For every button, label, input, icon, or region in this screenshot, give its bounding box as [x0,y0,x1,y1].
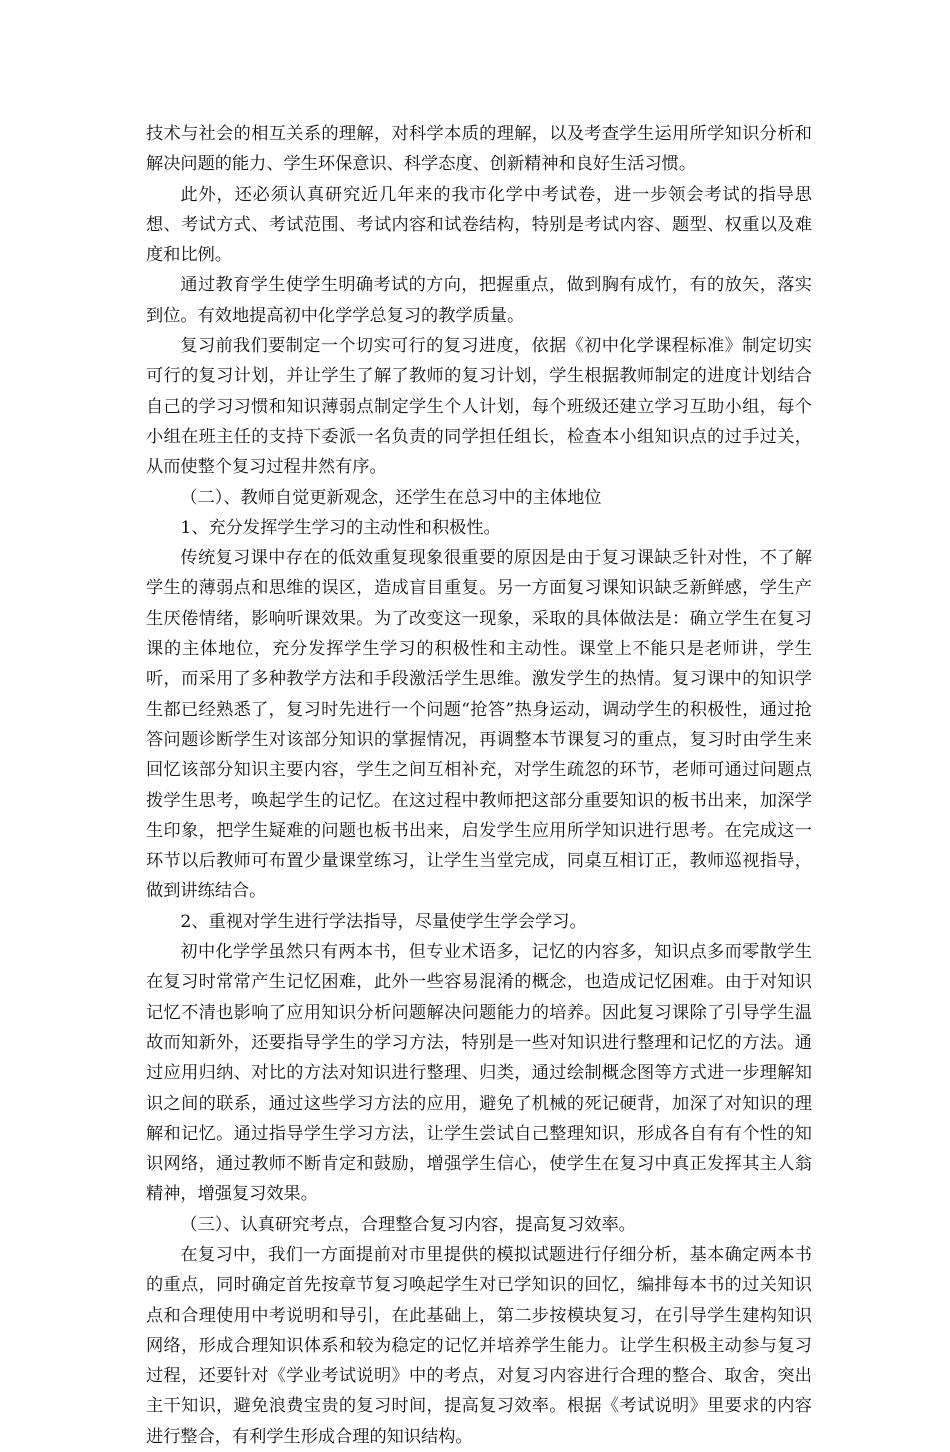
subheading-1: 1、充分发挥学生学习的主动性和积极性。 [180,517,501,538]
paragraph-study-method: 初中化学学虽然只有两本书，但专业术语多，记忆的内容多，知识点多而零散学生在复习时常常产生记忆困难，此外一些容易混淆的概念，也造成记忆困难。由于对知识记忆不清也影响了应用知识分析问题解决问题能力的培养。因此复习课除了引导学生温故而知新外，还要指导学生的学习方法，特别是一些对知识进行整理和记忆的方法。通过应用归纳、对比的方法对知识进行整理、归类，通过绘制概念图等方式进一步理解知识之间的联系，通过这些学习方法的应用，避免了机械的死记硬背，加深了对知识的理解和记忆。通过指导学生学习方法，让学生尝试自己整理知识，形成各自有有个性的知识网络，通过教师不断肯定和鼓励，增强学生信心，使学生在复习中真正发挥其主人翁精神，增强复习效果。 [146,942,812,1205]
paragraph-traditional-review: 传统复习课中存在的低效重复现象很重要的原因是由于复习课缺乏针对性，不了解学生的薄弱点和思维的误区，造成盲目重复。另一方面复习课知识缺乏新鲜感，学生产生厌倦情绪，影响听课效果。为了改变这一现象，采取的具体做法是：确立学生在复习课的主体地位，充分发挥学生学习的积极性和主动性。课堂上不能只是老师讲，学生听，而采用了多种教学方法和手段激活学生思维。激发学生的热情。复习课中的知识学生都已经熟悉了，复习时先进行一个问题“抢答”热身运动，调动学生的积极性，通过抢答问题诊断学生对该部分知识的掌握情况，再调整本节课复习的重点，复习时由学生来回忆该部分知识主要内容，学生之间互相补充，对学生疏忽的环节，老师可通过问题点拨学生思考，唤起学生的记忆。在这过程中教师把这部分重要知识的板书出来，加深学生印象，把学生疑难的问题也板书出来，启发学生应用所学知识进行思考。在完成这一环节以后教师可布置少量课堂练习，让学生当堂完成，同桌互相订正，教师巡视指导，做到讲练结合。 [146,548,812,902]
section-heading-2: （二）、教师自觉更新观念，还学生在总习中的主体地位 [180,487,602,508]
section-heading-3: （三）、认真研究考点，合理整合复习内容，提高复习效率。 [180,1214,636,1235]
paragraph-exam-study: 此外，还必须认真研究近几年来的我市化学中考试卷，进一步领会考试的指导思想、考试方式、考试范围、考试内容和试卷结构，特别是考试内容、题型、权重以及难度和比例。 [146,184,812,266]
paragraph-continued: 技术与社会的相互关系的理解，对科学本质的理解，以及考查学生运用所学知识分析和解决问题的能力、学生环保意识、科学态度、创新精神和良好生活习惯。 [146,124,812,175]
paragraph-review-plan: 复习前我们要制定一个切实可行的复习进度，依据《初中化学课程标准》制定切实可行的复习计划，并让学生了解了教师的复习计划，学生根据教师制定的进度计划结合自己的学习习惯和知识薄弱点制定学生个人计划，每个班级还建立学习互助小组，每个小组在班主任的支持下委派一名负责的同学担任组长，检查本小组知识点的过手过关，从而使整个复习过程井然有序。 [146,336,812,478]
document-body [146,119,812,1452]
subheading-2: 2、重视对学生进行学法指导，尽量使学生学会学习。 [180,911,587,932]
paragraph-exam-points: 在复习中，我们一方面提前对市里提供的模拟试题进行仔细分析，基本确定两本书的重点，同时确定首先按章节复习唤起学生对已学知识的回忆，编排每本书的过关知识点和合理使用中考说明和导引，在此基础上，第二步按模块复习，在引导学生建构知识网络，形成合理知识体系和较为稳定的记忆并培养学生能力。让学生积极主动参与复习过程，还要针对《学业考试说明》中的考点，对复习内容进行合理的整合、取舍，突出主干知识，避免浪费宝贵的复习时间，提高复习效率。根据《考试说明》里要求的内容进行整合，有利学生形成合理的知识结构。 [146,1244,812,1447]
paragraph-goal: 通过教育学生使学生明确考试的方向，把握重点，做到胸有成竹，有的放矢，落实到位。有效地提高初中化学学总复习的教学质量。 [146,275,812,326]
